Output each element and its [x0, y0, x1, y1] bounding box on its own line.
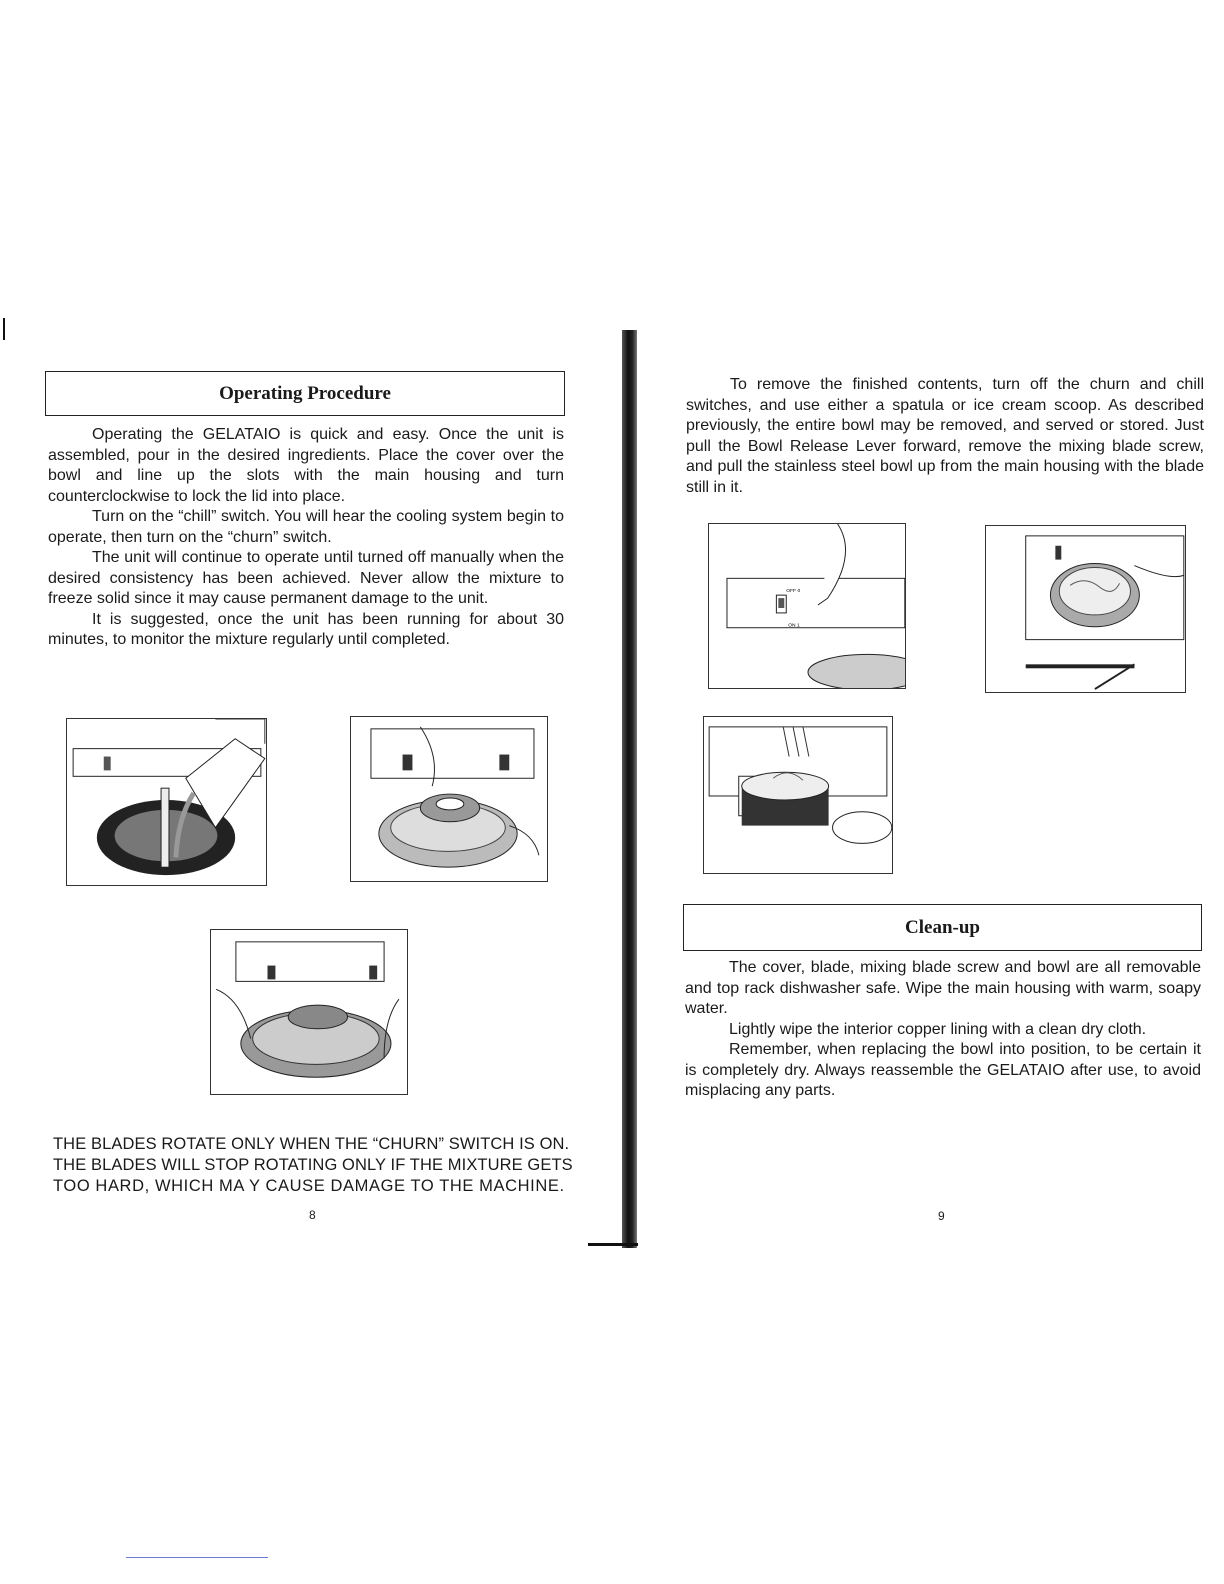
clean-up-heading: [683, 904, 1202, 951]
switch-off-label: OFF 0: [786, 589, 801, 595]
paragraph: Turn on the “chill” switch. You will hear the cooling system begin to operate, then turn on the “churn” switch.: [48, 508, 564, 546]
operating-procedure-heading: [45, 371, 565, 416]
page-number-left: 8: [309, 1208, 316, 1222]
paragraph: Lightly wipe the interior copper lining with a clean dry cloth.: [729, 1020, 1147, 1038]
paragraph: The unit will continue to operate until turned off manually when the desired consistency has been achieved. Never allow the mixture to freeze solid since it may cause permanent damage to the unit.: [48, 549, 564, 607]
lock-lid-illustration: [210, 929, 408, 1095]
heading-text: Clean-up: [905, 917, 980, 938]
page-number-right: 9: [938, 1209, 945, 1223]
spine-foot: [588, 1243, 638, 1246]
heading-text: Operating Procedure: [219, 383, 391, 404]
paragraph: The cover, blade, mixing blade screw and bowl are all removable and top rack dishwasher safe. Wipe the main housing with warm, soapy water.: [685, 959, 1201, 1017]
place-cover-illustration: [350, 716, 548, 882]
switch-on-label: ON 1: [788, 623, 800, 629]
paragraph: To remove the finished contents, turn off the churn and chill switches, and use either a spatula or ice cream scoop. As described previously, the entire bowl may be removed, and served or stored. Just pull the Bowl Release Lever forward, remove the mixing blade screw, and pull the stainless steel bowl up from the main housing with the blade still in it.: [686, 376, 1204, 496]
scan-margin-mark: [3, 318, 5, 340]
warning-line: THE BLADES WILL STOP ROTATING ONLY IF THE MIXTURE GETS: [53, 1156, 573, 1174]
lift-bowl-illustration: [985, 525, 1186, 693]
remove-contents-text: [686, 375, 1204, 498]
footer-rule: [126, 1557, 268, 1558]
warning-line: THE BLADES ROTATE ONLY WHEN THE “CHURN” SWITCH IS ON.: [53, 1135, 570, 1153]
paragraph: It is suggested, once the unit has been running for about 30 minutes, to monitor the mixture regularly until completed.: [48, 610, 564, 648]
scoop-illustration: [703, 716, 893, 874]
book-spine: [622, 330, 637, 1248]
switch-panel-illustration: [708, 523, 906, 689]
clean-up-text: [685, 958, 1201, 1102]
paragraph: Operating the GELATAIO is quick and easy. Once the unit is assembled, pour in the desired ingredients. Place the cover over the bowl and line up the slots with the main housing and turn counterclockwise to lock the lid into place.: [48, 426, 564, 505]
blade-warning: [53, 1134, 573, 1197]
warning-line: TOO HARD, WHICH MA Y CAUSE DAMAGE TO THE MACHINE.: [53, 1177, 565, 1195]
operating-procedure-text: [48, 425, 564, 651]
pour-ingredients-illustration: [66, 718, 267, 886]
paragraph: Remember, when replacing the bowl into position, to be certain it is completely dry. Always reassemble the GELATAIO after use, to avoid misplacing any parts.: [685, 1041, 1201, 1099]
